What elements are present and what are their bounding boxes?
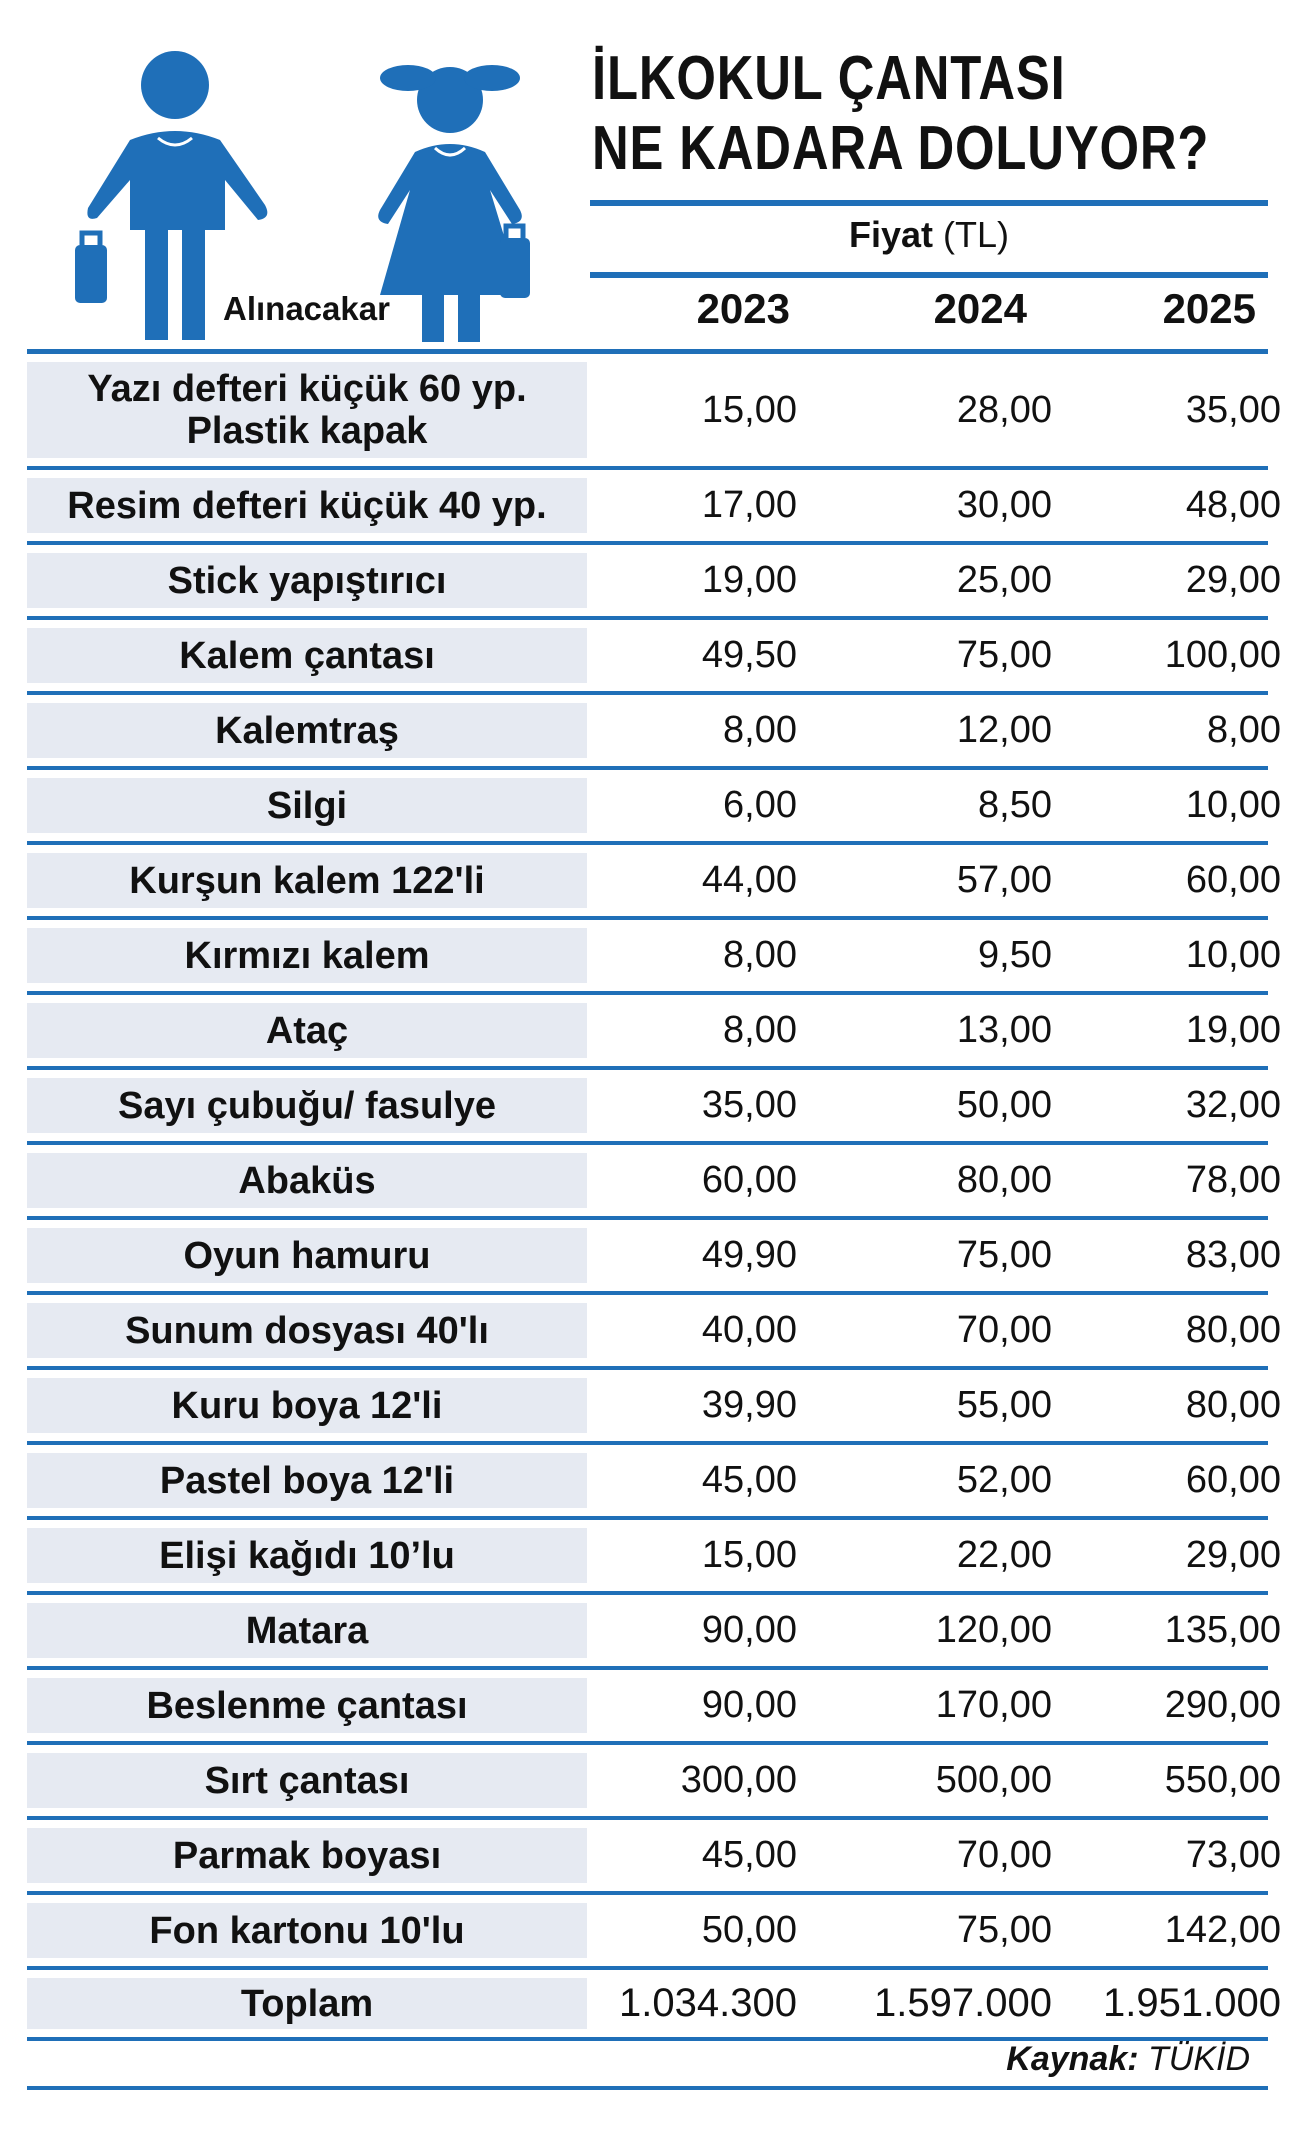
price-2025: 83,00 (1185, 1234, 1281, 1276)
price-2023: 8,00 (723, 934, 797, 976)
price-2023: 8,00 (723, 1009, 797, 1051)
bottom-rule (27, 2086, 1268, 2090)
price-2024: 75,00 (956, 1234, 1052, 1276)
price-2025: 19,00 (1185, 1009, 1281, 1051)
table-row (27, 541, 1281, 616)
item-name: Silgi (27, 778, 587, 833)
price-rule (590, 272, 1268, 278)
table-row (27, 616, 1281, 691)
item-name: Matara (27, 1603, 587, 1658)
price-2023: 90,00 (701, 1684, 797, 1726)
price-2025: 550,00 (1164, 1759, 1281, 1801)
price-2024: 25,00 (956, 559, 1052, 601)
table-row (27, 1441, 1281, 1516)
price-2025: 35,00 (1185, 388, 1281, 431)
price-2023: 6,00 (723, 784, 797, 826)
item-name: Parmak boyası (27, 1828, 587, 1883)
price-2025: 78,00 (1185, 1159, 1281, 1201)
price-2023: 45,00 (701, 1459, 797, 1501)
table-row (27, 1141, 1281, 1216)
price-2023: 44,00 (701, 859, 797, 901)
price-2023: 8,00 (723, 709, 797, 751)
price-2023: 35,00 (701, 1084, 797, 1126)
item-name: Fon kartonu 10'lu (27, 1903, 587, 1958)
price-2025: 29,00 (1185, 559, 1281, 601)
price-2024: 70,00 (956, 1309, 1052, 1351)
price-2025: 73,00 (1185, 1834, 1281, 1876)
item-name: Beslenme çantası (27, 1678, 587, 1733)
price-2024: 28,00 (956, 388, 1052, 431)
item-name: Kırmızı kalem (27, 928, 587, 983)
price-2024: 50,00 (956, 1084, 1052, 1126)
source-note (1006, 2040, 1250, 2079)
price-2024: 9,50 (978, 934, 1052, 976)
price-2023: 15,00 (701, 388, 797, 431)
price-2024: 22,00 (956, 1534, 1052, 1576)
table-row (27, 1816, 1281, 1891)
price-2025: 80,00 (1185, 1309, 1281, 1351)
girl-bag-icon (500, 238, 530, 298)
price-2024: 170,00 (935, 1684, 1052, 1726)
title-line-2: NE KADARA DOLUYOR? (592, 114, 1210, 183)
item-name: Kuru boya 12'li (27, 1378, 587, 1433)
item-name: Abaküs (27, 1153, 587, 1208)
column-header-2024: 2024 (933, 285, 1027, 332)
price-2025: 60,00 (1185, 1459, 1281, 1501)
price-2023: 1.034.300 (619, 1981, 797, 2025)
price-2024: 8,50 (978, 784, 1052, 826)
price-label-unit: (TL) (943, 214, 1010, 255)
table-row (27, 1891, 1281, 1966)
price-2024: 55,00 (956, 1384, 1052, 1426)
price-2023: 40,00 (701, 1309, 797, 1351)
price-2025: 142,00 (1164, 1909, 1281, 1951)
title-line-1: İLKOKUL ÇANTASI (592, 44, 1066, 113)
boy-head (141, 51, 209, 119)
price-2023: 45,00 (701, 1834, 797, 1876)
item-name: Yazı defteri küçük 60 yp. Plastik kapak (27, 362, 587, 458)
price-2023: 50,00 (701, 1909, 797, 1951)
price-2025: 29,00 (1185, 1534, 1281, 1576)
item-name: Elişi kağıdı 10’lu (27, 1528, 587, 1583)
price-2025: 80,00 (1185, 1384, 1281, 1426)
price-table (27, 349, 1281, 2041)
price-2024: 1.597.000 (874, 1981, 1052, 2025)
price-2025: 32,00 (1185, 1084, 1281, 1126)
table-row (27, 1291, 1281, 1366)
table-row (27, 1516, 1281, 1591)
item-name: Oyun hamuru (27, 1228, 587, 1283)
table-row (27, 466, 1281, 541)
price-2023: 19,00 (701, 559, 797, 601)
price-2025: 100,00 (1164, 634, 1281, 676)
column-header-2025: 2025 (1162, 285, 1256, 332)
page-title (592, 44, 1210, 184)
table-row (27, 1216, 1281, 1291)
header (0, 0, 1300, 345)
price-2023: 60,00 (701, 1159, 797, 1201)
price-2023: 90,00 (701, 1609, 797, 1651)
price-2025: 135,00 (1164, 1609, 1281, 1651)
table-row (27, 691, 1281, 766)
price-2024: 12,00 (956, 709, 1052, 751)
table-row (27, 349, 1281, 466)
item-name: Sayı çubuğu/ fasulye (27, 1078, 587, 1133)
table-row (27, 1741, 1281, 1816)
item-name: Toplam (27, 1978, 587, 2029)
price-2025: 10,00 (1185, 784, 1281, 826)
total-row (27, 1966, 1281, 2041)
table-row (27, 916, 1281, 991)
price-2025: 8,00 (1207, 709, 1281, 751)
price-2025: 290,00 (1164, 1684, 1281, 1726)
price-label (590, 214, 1268, 256)
item-name: Kalemtraş (27, 703, 587, 758)
price-2025: 48,00 (1185, 484, 1281, 526)
source-label: Kaynak: (1006, 2040, 1139, 2078)
item-name: Stick yapıştırıcı (27, 553, 587, 608)
table-row (27, 1591, 1281, 1666)
price-2023: 39,90 (701, 1384, 797, 1426)
table-row (27, 1066, 1281, 1141)
price-2024: 57,00 (956, 859, 1052, 901)
price-2024: 75,00 (956, 1909, 1052, 1951)
title-rule (590, 200, 1268, 206)
table-row (27, 841, 1281, 916)
price-2025: 10,00 (1185, 934, 1281, 976)
table-row (27, 1366, 1281, 1441)
boy-bag-icon (75, 245, 107, 303)
item-name: Ataç (27, 1003, 587, 1058)
column-header-2023: 2023 (696, 285, 790, 332)
price-2025: 60,00 (1185, 859, 1281, 901)
item-name: Sunum dosyası 40'lı (27, 1303, 587, 1358)
table-row (27, 1666, 1281, 1741)
price-2023: 17,00 (701, 484, 797, 526)
item-name: Resim defteri küçük 40 yp. (27, 478, 587, 533)
price-2024: 75,00 (956, 634, 1052, 676)
price-2024: 30,00 (956, 484, 1052, 526)
table-row (27, 766, 1281, 841)
source-name: TÜKİD (1148, 2040, 1250, 2078)
price-2023: 49,90 (701, 1234, 797, 1276)
item-name: Pastel boya 12'li (27, 1453, 587, 1508)
price-2023: 15,00 (701, 1534, 797, 1576)
item-name: Sırt çantası (27, 1753, 587, 1808)
price-2024: 80,00 (956, 1159, 1052, 1201)
item-name: Kalem çantası (27, 628, 587, 683)
table-row (27, 991, 1281, 1066)
price-2024: 120,00 (935, 1609, 1052, 1651)
price-label-text: Fiyat (848, 214, 933, 255)
items-column-header: Alınacakar (223, 290, 390, 327)
price-2024: 52,00 (956, 1459, 1052, 1501)
price-2024: 500,00 (935, 1759, 1052, 1801)
price-2023: 49,50 (701, 634, 797, 676)
price-2023: 300,00 (680, 1759, 797, 1801)
price-2025: 1.951.000 (1103, 1981, 1281, 2025)
price-2024: 70,00 (956, 1834, 1052, 1876)
price-2024: 13,00 (956, 1009, 1052, 1051)
item-name: Kurşun kalem 122'li (27, 853, 587, 908)
